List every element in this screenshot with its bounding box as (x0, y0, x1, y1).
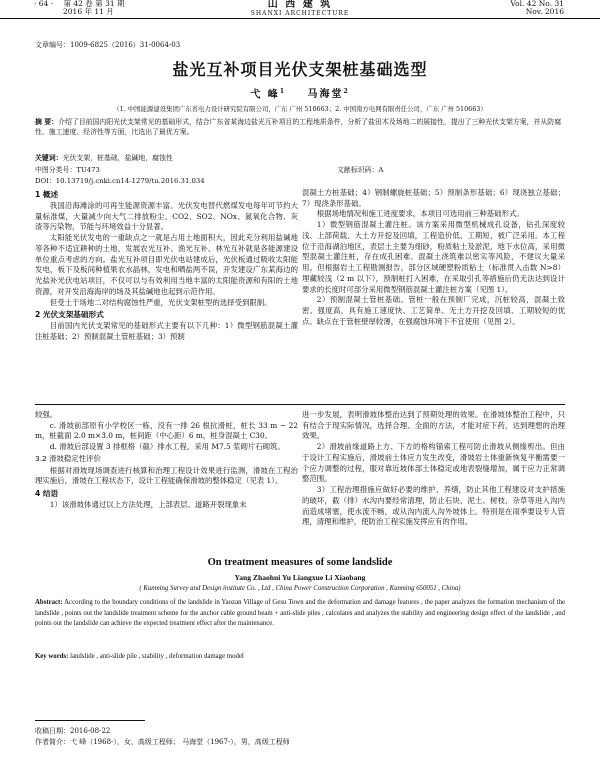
header-page-number: · 64 · (34, 0, 54, 8)
keywords (35, 153, 565, 163)
author-name: 马海堂 (307, 89, 344, 101)
section-heading: 4 结语 (35, 489, 59, 499)
paragraph: d. 滑坡后部设置 3 排框格（截）排水工程，采用 M7.5 浆砌片石砌筑。 (49, 442, 285, 452)
paragraph: 太阳能光伏发电的一重缺点之一就是占用土地面积大，因此充分利用盐碱地等各种不适宜耕种的土地，发展农光互补、渔光互补、林光互补就是各能源建设单位重点考虑的方向。盐光互补项目即光伏电站建成后，光伏板通过吸收太阳能发电，板下及板间种植果农水晶林，发电和晒盐两不误，开发建设广东某海边的光盐补光伏电站项目，不仅可以与有效利用当地丰富的太阳能资源和有阳的土地资源，对开发沿海海岸的场及其盐碱地也起到示范作用。 (35, 233, 298, 296)
footnote (35, 726, 290, 747)
header-journal-en: SHANXI ARCHITECTURE (250, 9, 350, 17)
lower-right-column (302, 410, 565, 528)
english-abstract (35, 598, 565, 630)
english-keywords-text: landslide , anti-slide pile , stability , deformation damage model (70, 653, 244, 660)
keywords-label: 关键词： (35, 154, 63, 162)
section-heading: 2 光伏支架基础形式 (35, 310, 104, 320)
paragraph: 根据对滑坡现场调查进行核算和治理工程设计效果进行监测，滑坡在工程治理实施后，滑坡在工程状态下，设计工程能确保滑坡的整体稳定（见表 1）。 (35, 465, 298, 486)
document-code: 文献标识码：A (337, 166, 384, 174)
paragraph: 但受土于场地二对结构腐蚀性严重，光伏支架桩型的选择受到限制。 (49, 297, 272, 307)
doi: DOI：10.13719/j.cnki.cn14-1279/tu.2016.31.034 (35, 177, 205, 185)
paragraph: 目前国内光伏支架常见的基础形式主要有以下几种：1）微型钢筋混凝土灌注桩基础；2）预制混凝土管桩基础；3）预制 (35, 321, 298, 342)
paragraph: 1）微型钢筋混凝土灌注桩。该方案采用微型机械成孔设备，钻孔深度较浅、上部荷载、大土方开挖及回填，工程造价低、工期短，被广泛采用。本工程位于沿海湖泊地区，表层土主要为细砂，粉质粘土及淤泥，地下水位高，采用微型混凝土灌注桩，存在成孔困难、混凝土浇筑难以密实等风险，不建议大量采用。但根据岩土工程勘测报告，部分区域硬塑粉质粘土（标准贯入击数 N>8）埋藏较浅（2 m 以下），预制桩打入困难，在采取引孔等措施后仍无法达到设计要求的长度时可部分采用微型钢筋混凝土灌注桩方案（见图 1）。 (302, 220, 565, 294)
english-abstract-text: According to the boundary conditions of the landslide in Yaozan Village of Gesu Town and the deformation and damage features , the paper analyzes the formation mechanism of the landslide , points out the landslide treatment scheme for the anchor cable ground beam + anti-slide piles , calculates and analyzes the stability and engineering design effect of the landslide , and points out the landslide can achieve the expected treatment effect after the maintenance. (35, 599, 566, 628)
header-date-cn: 2016 年 11 月 (63, 7, 114, 17)
paragraph: c. 滑坡前部原有小学校区一栋，没有一排 26 根抗滑桩，桩长 33 m ~ 22 m，桩截面 2.0 m×3.0 m，桩间距（中心距）6 m，桩身混凝土 C30。 (35, 420, 298, 441)
running-header (0, 0, 600, 19)
header-journal-cn: 山 西 建 筑 (267, 0, 333, 10)
author-superscript: 1 (279, 88, 286, 95)
paragraph: 混凝土方桩基础；4）钢制螺旋桩基础；5）预制条形基础；6）现浇独立基础；7）现浇条形基础。 (302, 188, 565, 208)
header-right (510, 0, 564, 17)
paragraph: 1）该滑坡体通过以上方法处理，上部表层、道路开裂现象未 (49, 500, 247, 510)
english-authors: Yang Zhaohui Yu Liangxue Li Xiaobang (234, 573, 366, 582)
english-title: On treatment measures of some landslide (207, 557, 393, 568)
author-name: 弋 峰 (250, 89, 280, 101)
paragraph: 较强。 (35, 410, 58, 419)
keywords-text: 光伏支架，桩基础，盐碱地，腐蚀性 (62, 154, 173, 162)
paragraph: 2）滑坡前缘道路上方、下方的格构锚索工程可防止滑坡从侧缘剪出。但由于设计工程实施后，滑坡前土体应力发生改变，滑坡岩土体重新恢复平衡需要一个应力调整的过程，服对靠近坡体部土体稳定或地表裂缝增加，属于应力正常调整范围。 (302, 442, 565, 484)
abstract (35, 117, 565, 137)
english-abstract-label: Abstract: (35, 599, 63, 606)
english-keywords-label: Key words: (35, 653, 69, 660)
affiliation: （1. 中国能源建设集团广东省电力设计研究院有限公司，广东 广州 510663；2. 中国南方电网有限责任公司，广东 广州 510663） (113, 105, 487, 113)
paragraph: 根据场地情况和施工进度要求，本项目可选用前三种基础形式。 (316, 209, 524, 219)
document-id: 文章编号：1009-6825（2016）31-0064-03 (35, 41, 181, 49)
header-volume-en: Vol. 42 No. 31 (510, 0, 564, 8)
author-list (0, 88, 600, 103)
footnote-rule (35, 720, 145, 721)
abstract-text: 介绍了目前国内阳光伏支架常见的基础形式，结合广东省某海边盐光互补项目的工程地质条件，分析了盐田木及场地二的展接性，提出了三种光伏支架方案，并从防腐性、施工速度、经济性等方面，比选出了最优方案。 (35, 118, 562, 136)
left-column (35, 188, 298, 343)
lower-left-column (35, 410, 298, 511)
author-bio: 作者简介：弋 峰（1968-），女，高级工程师； 马海堂（1967-），男，高级工程师 (35, 737, 290, 746)
paragraph: 3）工程治理措施应做好必要的维护、养缮，防止其他工程建设对支护措施的破坏，截（排）水沟内要经常清理，防止石块、泥土、树枝、杂草等进入沟内而造成堵塞，使水流不畅，或从沟内流入沟外坡体上。特别是在雨季要设专人管理，清理和维护，使防治工程实施发挥应有的作用。 (302, 485, 565, 527)
paper-title: 盐光互补项目光伏支架桩基础选型 (172, 60, 428, 79)
author-superscript: 2 (343, 88, 350, 95)
clc-number: 中图分类号：TU473 (35, 166, 100, 174)
subsection-heading: 3.2 滑坡稳定性评价 (35, 453, 101, 463)
english-keywords (35, 652, 565, 662)
paragraph: 2）预制混凝土管桩基础。管桩一般在预制厂完成，沉桩较高，混凝土致密、强度高，具有施工速度快、工艺简单、无土方开挖及回填、工期较短的优点。缺点在于管桩壁厚较薄，在强腐蚀环境下不宜使用（见图 2）。 (302, 295, 565, 326)
paragraph: 进一步发展，表明滑坡体整治达到了预期处理的效果。在滑坡体整治工程中，只有结合于现实际情况，选择合理、全面的方法，才能对症下药，达到理想的治理效果。 (302, 410, 565, 441)
english-affiliation: ( Kunming Survey and Design institute Co. , Ltd , China Power Construction Corporation , Kunming 650051 , China) (139, 585, 461, 592)
section-heading: 1 概述 (35, 190, 59, 199)
divider (35, 404, 565, 405)
received-date: 收稿日期：2016-08-22 (35, 727, 111, 735)
header-volume-cn: 第 42 卷 第 31 期 (63, 0, 125, 8)
paragraph: 我国沿海滩涂的可再生能源资源丰富。光伏发电替代燃煤发电每年可节约大量标准煤，大量减少向大气二排放粉尘、CO2、SO2、NOx、氮氧化合物、灰渣等污染物，节能与环境效益十分显著。 (35, 201, 298, 232)
right-column (302, 188, 565, 328)
header-date-en: Nov. 2016 (525, 7, 564, 17)
abstract-label: 摘 要： (35, 118, 59, 126)
